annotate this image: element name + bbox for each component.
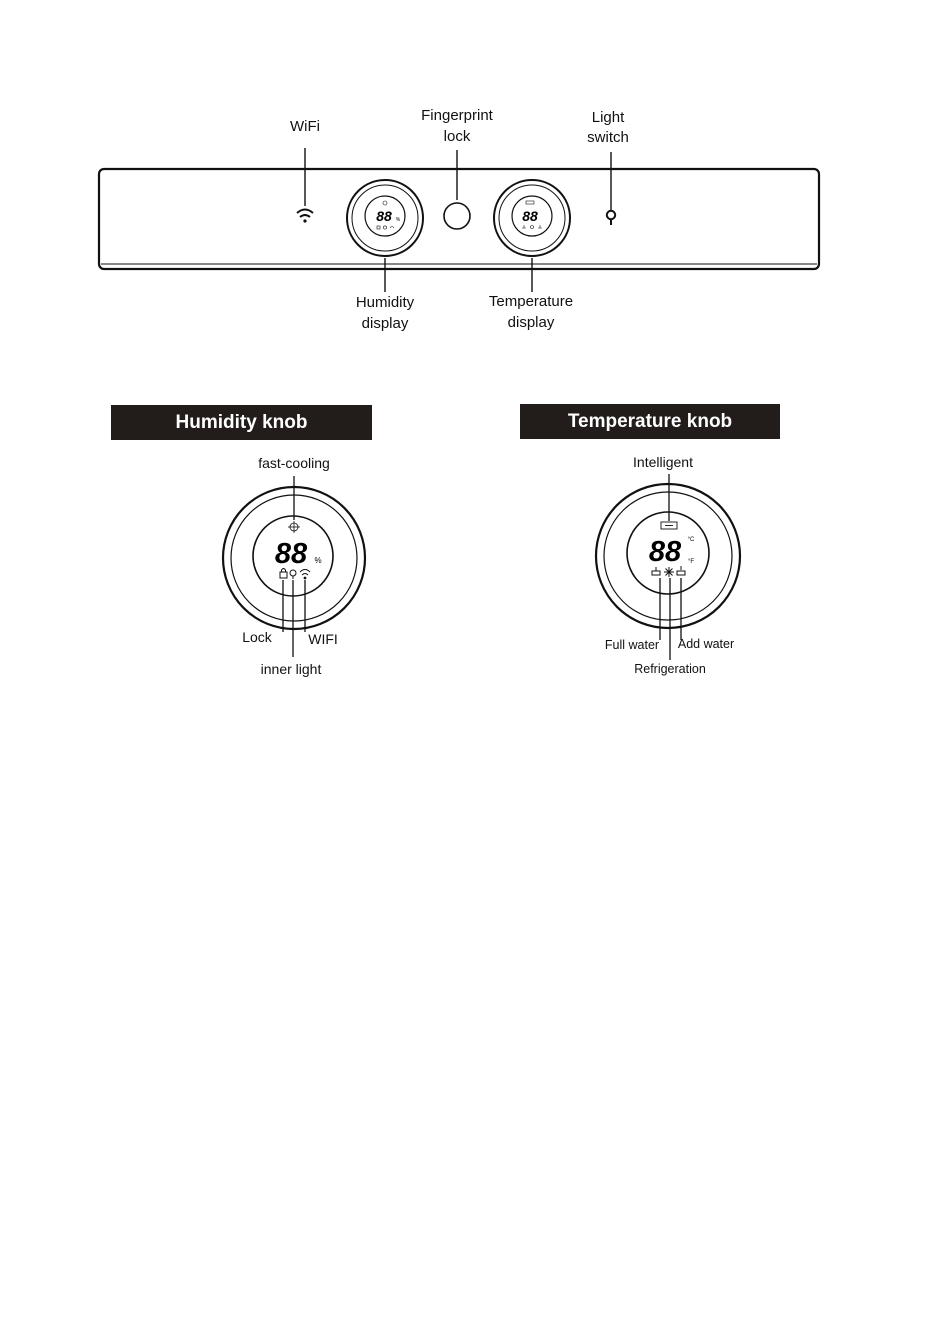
unit-celsius: °C	[687, 537, 695, 543]
humidity-digits: 88	[274, 538, 308, 570]
svg-text:88: 88	[376, 208, 392, 224]
lock-label: Lock	[242, 629, 272, 645]
fingerprint-label-line1: Fingerprint	[421, 107, 493, 124]
temperature-knob-header: Temperature knob	[520, 404, 780, 439]
humidity-unit: %	[314, 556, 322, 565]
refrigeration-icon	[664, 567, 674, 577]
humidity-knob-header: Humidity knob	[111, 405, 372, 440]
fingerprint-button	[444, 203, 470, 229]
temperature-display	[494, 180, 570, 256]
wifi-knob-label: WIFI	[308, 631, 338, 647]
fast-cooling-label: fast-cooling	[258, 455, 330, 471]
full-water-label: Full water	[604, 638, 660, 652]
wifi-label: WiFi	[290, 118, 320, 135]
humidity-display	[347, 180, 423, 256]
temperature-knob-detail	[596, 484, 740, 628]
add-water-label: Add water	[677, 637, 735, 651]
refrigeration-label: Refrigeration	[634, 662, 706, 676]
light-label-line1: Light	[591, 109, 625, 126]
fingerprint-label-line2: lock	[443, 128, 471, 145]
inner-light-label: inner light	[260, 661, 322, 677]
temperature-digits: 88	[648, 536, 682, 568]
humidity-display-label-line2: display	[361, 315, 409, 332]
temperature-display-label-line2: display	[507, 314, 555, 331]
temperature-display-label-line1: Temperature	[488, 293, 574, 310]
svg-text:88: 88	[522, 208, 538, 224]
light-label-line2: switch	[587, 129, 629, 146]
intelligent-label: Intelligent	[633, 454, 693, 470]
unit-fahrenheit: °F	[687, 559, 695, 565]
svg-text:%: %	[395, 217, 401, 223]
humidity-display-label-line1: Humidity	[355, 294, 415, 311]
